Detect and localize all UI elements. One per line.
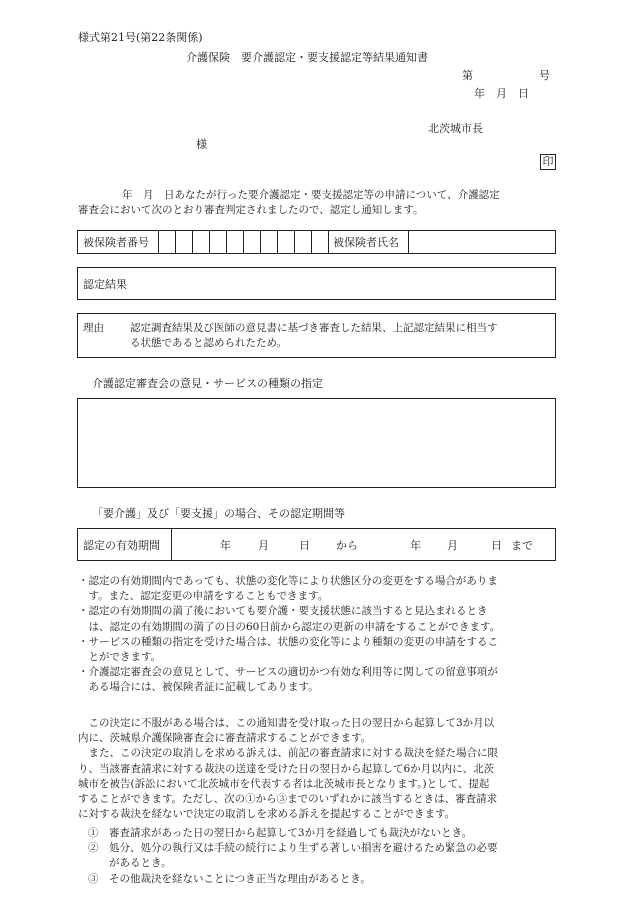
intro-paragraph	[78, 188, 500, 218]
note-3-line-1: ・サービスの種類の指定を受けた場合は、状態の変化等により種類の変更の申請をするこ	[78, 635, 498, 648]
notes-list	[78, 574, 500, 696]
note-2-line-2: は、認定の有効期間の満了の日の60日前から認定の更新の申請をすることができます。	[78, 620, 501, 633]
note-1-line-1: ・認定の有効期間内であっても、状態の変化等により状態区分の変更をする場合がありま	[78, 575, 498, 587]
note-3-line-2: とができます。	[78, 651, 162, 664]
condition-2-line-1: ② 処分、処分の執行又は手続の続行により生ずる著しい損害を避けるため緊急の必要	[88, 842, 498, 855]
document-title: 介護保険 要介護認定・要支援認定等結果通知書	[186, 51, 428, 64]
period-from: から	[336, 539, 358, 552]
opinion-box	[77, 398, 556, 488]
appeal-paragraph	[78, 716, 498, 822]
appeal-line-7: に対する裁決を経ないで決定の取消しを求める訴えを提起することができます。	[78, 808, 456, 821]
period-year-from: 年	[220, 539, 231, 552]
conditions-list	[88, 826, 498, 887]
period-row	[77, 528, 556, 561]
condition-3: ③ その他裁決を経ないことにつき正当な理由があるとき。	[88, 872, 371, 885]
condition-1: ① 審査請求があった日の翌日から起算して3か月を経過しても裁決がないとき。	[88, 827, 473, 839]
period-year-to: 年	[410, 539, 421, 552]
reason-line-2: る状態であると認められたため。	[130, 337, 288, 349]
seal-mark: 印	[540, 154, 556, 170]
appeal-line-3: また、この決定の取消しを求める訴えは、前記の審査請求に対する裁決を経た場合に限	[78, 747, 498, 760]
period-day-from: 日	[299, 539, 310, 552]
appeal-line-6: することができます。ただし、次の①から③までのいずれかに該当するときは、審査請求	[78, 793, 498, 806]
period-heading: 「要介護」及び「要支援」の場合、その認定期間等	[92, 507, 345, 520]
addressee-suffix: 様	[196, 138, 207, 151]
insured-number-label: 被保険者番号	[83, 236, 149, 249]
note-2-line-1: ・認定の有効期間の満了後においても要介護・要支援状態に該当すると見込まれるとき	[78, 605, 488, 618]
appeal-line-2: 内に、茨城県介護保険審査会に審査請求することができます。	[78, 732, 372, 745]
issuer-name: 北茨城市長	[428, 122, 483, 135]
intro-line-1: 年 月 日あなたが行った要介護認定・要支援認定等の申請について、介護認定	[122, 189, 500, 201]
period-label: 認定の有効期間	[83, 539, 160, 552]
reason-label: 理由	[83, 322, 104, 334]
note-1-line-2: す。また、認定変更の申請をすることもできます。	[78, 590, 329, 603]
result-label: 認定結果	[83, 278, 127, 291]
number-line: 第 号	[462, 69, 550, 82]
period-month-to: 月	[447, 539, 458, 552]
insured-name-label: 被保険者氏名	[333, 236, 399, 249]
appeal-line-1: この決定に不服がある場合は、この通知書を受け取った日の翌日から起算して3か月以	[78, 717, 495, 729]
note-4-line-1: ・介護認定審査会の意見として、サービスの適切かつ有効な利用等に関しての留意事項が	[78, 666, 498, 679]
reason-box	[77, 313, 556, 358]
period-month-from: 月	[258, 539, 269, 552]
opinion-heading: 介護認定審査会の意見・サービスの種類の指定	[92, 377, 323, 390]
form-number: 様式第21号(第22条関係)	[78, 31, 203, 44]
intro-line-2: 審査会において次のとおり審査判定されましたので、認定し通知します。	[78, 204, 424, 217]
reason-line-1: 認定調査結果及び医師の意見書に基づき審査した結果、上記認定結果に相当す	[130, 322, 498, 334]
period-until: まで	[511, 539, 533, 552]
date-line: 年 月 日	[474, 87, 529, 100]
insured-row	[77, 230, 556, 254]
period-day-to: 日	[491, 539, 502, 552]
condition-2-line-2: があるとき。	[88, 857, 172, 870]
note-4-line-2: ある場合には、被保険者証に記載してあります。	[78, 681, 319, 694]
appeal-line-4: り、当該審査請求に対する裁決の送達を受けた日の翌日から起算して6か月以内に、北茨	[78, 762, 495, 775]
result-box	[77, 267, 556, 300]
appeal-line-5: 城市を被告(訴訟において北茨城市を代表する者は北茨城市長となります。)として、提起	[78, 777, 490, 790]
